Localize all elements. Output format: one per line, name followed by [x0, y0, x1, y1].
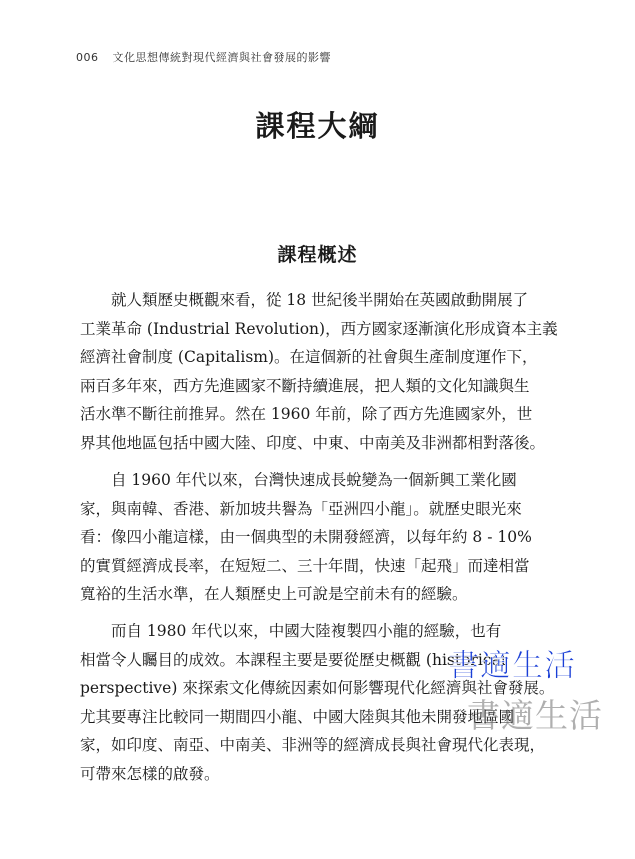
running-head [76, 49, 331, 65]
paragraph-line: 看：像四小龍這樣，由一個典型的未開發經濟，以每年約 8 - 10% [80, 528, 532, 546]
paragraph-line: 界其他地區包括中國大陸、印度、中東、中南美及非洲都相對落後。 [80, 433, 546, 452]
paragraph-1 [80, 286, 558, 457]
paragraph-line: 經濟社會制度 (Capitalism)。在這個新的社會與生產制度運作下， [80, 348, 538, 366]
paragraph-line: 就人類歷史概觀來看，從 18 世紀後半開始在英國啟動開展了 [111, 291, 529, 309]
paragraph-line: 活水準不斷往前推昇。然在 1960 年前，除了西方先進國家外，世 [80, 405, 533, 423]
paragraph-line: 家，如印度、南亞、中南美、非洲等的經濟成長與社會現代化表現， [80, 736, 546, 754]
chapter-title: 課程大綱 [255, 109, 380, 143]
watermark-gray: 書適生活 [467, 696, 603, 735]
paragraph-line: 相當令人矚目的成效。本課程主要是要從歷史概觀 (historical [80, 650, 506, 669]
page-number: 006 [76, 51, 99, 64]
paragraph-line: 自 1960 年代以來，台灣快速成長蛻變為一個新興工業化國 [111, 471, 517, 489]
paragraph-line: 兩百多年來，西方先進國家不斷持續進展，把人類的文化知識與生 [80, 376, 530, 395]
paragraph-2 [80, 466, 550, 609]
section-title: 課程概述 [277, 244, 358, 266]
paragraph-line: 尤其要專注比較同一期間四小龍、中國大陸與其他未開發地區國 [80, 707, 515, 726]
paragraph-line: 寬裕的生活水準，在人類歷史上可說是空前未有的經驗。 [80, 585, 468, 603]
running-head-title: 文化思想傳統對現代經濟與社會發展的影響 [112, 51, 331, 64]
paragraph-line: 而自 1980 年代以來，中國大陸複製四小龍的經驗，也有 [111, 622, 502, 640]
paragraph-line: 可帶來怎樣的啟發。 [80, 764, 220, 783]
paragraph-line: 的實質經濟成長率，在短短二、三十年間，快速「起飛」而達相當 [80, 556, 530, 575]
paragraph-line: 家，與南韓、香港、新加坡共譽為「亞洲四小龍」。就歷史眼光來 [80, 499, 522, 518]
watermark-blue: 書適生活 [448, 648, 576, 684]
paragraph-line: perspective) 來探索文化傳統因素如何影響現代化經濟與社會發展。 [80, 679, 555, 697]
paragraph-line: 工業革命 (Industrial Revolution)，西方國家逐漸演化形成資本主義 [80, 319, 558, 338]
